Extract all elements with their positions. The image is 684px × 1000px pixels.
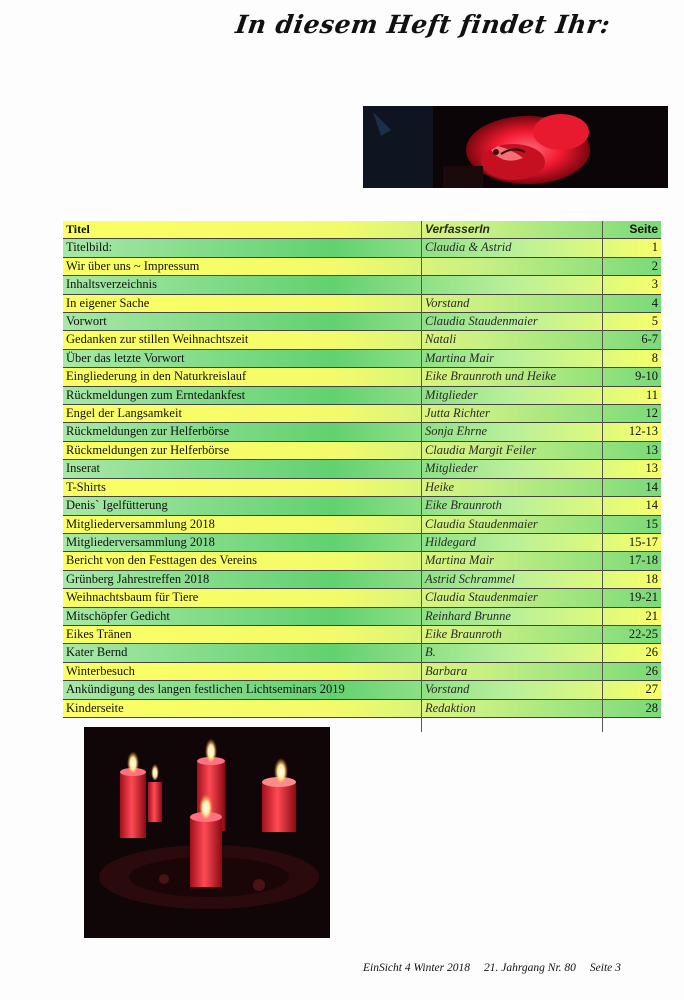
toc-author: Eike Braunroth <box>421 625 602 643</box>
cat-photo <box>363 106 668 188</box>
toc-row <box>63 294 661 312</box>
toc-author: Jutta Richter <box>421 405 602 423</box>
toc-author: Astrid Schrammel <box>421 570 602 588</box>
footer-volume: 21. Jahrgang Nr. 80 <box>484 962 576 974</box>
candle-wreath-illustration <box>84 727 330 938</box>
toc-row <box>63 460 661 478</box>
toc-page: 3 <box>603 276 661 294</box>
toc-title: Weihnachtsbaum für Tiere <box>66 590 199 605</box>
toc-row <box>63 662 661 680</box>
column-header-title: Titel <box>63 221 421 239</box>
sleeping-cat-illustration <box>363 106 668 188</box>
toc-page: 9-10 <box>603 368 661 386</box>
page-footer <box>363 962 663 974</box>
toc-page: 6-7 <box>603 331 661 349</box>
toc-title: Winterbesuch <box>66 663 135 678</box>
toc-page: 21 <box>603 607 661 625</box>
toc-row <box>63 607 661 625</box>
toc-author <box>421 257 602 275</box>
toc-title: Rückmeldungen zum Erntedankfest <box>66 387 246 402</box>
toc-header-row <box>63 221 661 239</box>
toc-row <box>63 478 661 496</box>
toc-page: 15-17 <box>603 533 661 551</box>
toc-row <box>63 570 661 588</box>
toc-page: 18 <box>603 570 661 588</box>
toc-author: Hildegard <box>421 533 602 551</box>
toc-row <box>63 515 661 533</box>
toc-title: Eingliederung in den Naturkreislauf <box>66 369 247 384</box>
toc-title: Kater Bernd <box>66 645 128 660</box>
toc-page: 2 <box>603 257 661 275</box>
toc-author: Barbara <box>421 662 602 680</box>
toc-author: Redaktion <box>421 699 602 717</box>
toc-page: 13 <box>603 460 661 478</box>
toc-row <box>63 276 661 294</box>
toc-title: T-Shirts <box>66 479 106 494</box>
toc-page: 19-21 <box>603 589 661 607</box>
toc-row <box>63 423 661 441</box>
toc-title: Titelbild: <box>66 240 113 255</box>
toc-row <box>63 699 661 717</box>
toc-title: Eikes Tränen <box>66 626 132 641</box>
toc-row <box>63 441 661 459</box>
toc-author: Vorstand <box>421 294 602 312</box>
toc-title: Bericht von den Festtagen des Vereins <box>66 553 258 568</box>
toc-title: Kinderseite <box>66 700 124 715</box>
toc-title: Über das letzte Vorwort <box>66 350 185 365</box>
toc-row <box>63 644 661 662</box>
toc-page: 14 <box>603 478 661 496</box>
toc-page: 27 <box>603 681 661 699</box>
toc-page: 1 <box>603 239 661 257</box>
toc-title: Mitschöpfer Gedicht <box>66 608 170 623</box>
toc-row <box>63 533 661 551</box>
toc-title: Mitgliederversammlung 2018 <box>66 516 215 531</box>
toc-row <box>63 349 661 367</box>
toc-page: 8 <box>603 349 661 367</box>
toc-row <box>63 257 661 275</box>
toc-page: 5 <box>603 313 661 331</box>
toc-title: Engel der Langsamkeit <box>66 406 182 421</box>
toc-title: Inserat <box>66 461 101 476</box>
toc-author: Vorstand <box>421 681 602 699</box>
toc-author: Martina Mair <box>421 552 602 570</box>
table-of-contents <box>63 221 661 732</box>
toc-page: 28 <box>603 699 661 717</box>
toc-title: In eigener Sache <box>66 295 150 310</box>
toc-title: Denis` Igelfütterung <box>66 498 168 513</box>
toc-page: 17-18 <box>603 552 661 570</box>
toc-author <box>421 276 602 294</box>
toc-page: 14 <box>603 497 661 515</box>
toc-author: Eike Braunroth <box>421 497 602 515</box>
toc-author: Sonja Ehrne <box>421 423 602 441</box>
toc-author: Heike <box>421 478 602 496</box>
toc-title: Ankündigung des langen festlichen Lichtseminars 2019 <box>66 682 345 697</box>
column-header-author: VerfasserIn <box>421 221 602 239</box>
toc-page: 15 <box>603 515 661 533</box>
toc-row <box>63 331 661 349</box>
toc-author: Claudia Staudenmaier <box>421 515 602 533</box>
footer-page-number: Seite 3 <box>589 962 621 974</box>
toc-author: Claudia Staudenmaier <box>421 313 602 331</box>
toc-title: Inhaltsverzeichnis <box>66 277 157 292</box>
toc-row <box>63 552 661 570</box>
page-heading: In diesem Heft findet Ihr: <box>233 10 613 39</box>
toc-page: 22-25 <box>603 625 661 643</box>
toc-row <box>63 368 661 386</box>
toc-author: Eike Braunroth und Heike <box>421 368 602 386</box>
footer-issue: EinSicht 4 Winter 2018 <box>363 962 471 974</box>
toc-row <box>63 497 661 515</box>
toc-row <box>63 589 661 607</box>
toc-title: Mitgliederversammlung 2018 <box>66 534 215 549</box>
toc-title: Rückmeldungen zur Helferbörse <box>66 424 230 439</box>
toc-author: Martina Mair <box>421 349 602 367</box>
toc-author: Reinhard Brunne <box>421 607 602 625</box>
toc-title: Gedanken zur stillen Weihnachtszeit <box>66 332 249 347</box>
toc-author: Natali <box>421 331 602 349</box>
toc-title: Wir über uns ~ Impressum <box>66 258 200 273</box>
toc-row <box>63 386 661 404</box>
toc-page: 4 <box>603 294 661 312</box>
advent-candles-photo <box>84 727 330 938</box>
toc-page: 26 <box>603 644 661 662</box>
toc-row <box>63 681 661 699</box>
toc-author: Claudia Margit Feiler <box>421 441 602 459</box>
toc-page: 11 <box>603 386 661 404</box>
toc-author: Mitglieder <box>421 386 602 404</box>
toc-author: Claudia Staudenmaier <box>421 589 602 607</box>
toc-page: 26 <box>603 662 661 680</box>
toc-title: Vorwort <box>66 314 107 329</box>
toc-row <box>63 405 661 423</box>
toc-page: 12-13 <box>603 423 661 441</box>
toc-author: Mitglieder <box>421 460 602 478</box>
toc-page: 12 <box>603 405 661 423</box>
column-header-page: Seite <box>603 221 661 239</box>
toc-title: Rückmeldungen zur Helferbörse <box>66 442 230 457</box>
toc-title: Grünberg Jahrestreffen 2018 <box>66 571 210 586</box>
toc-row <box>63 625 661 643</box>
toc-page: 13 <box>603 441 661 459</box>
toc-author: Claudia & Astrid <box>421 239 602 257</box>
toc-row <box>63 313 661 331</box>
toc-author: B. <box>421 644 602 662</box>
toc-row <box>63 239 661 257</box>
